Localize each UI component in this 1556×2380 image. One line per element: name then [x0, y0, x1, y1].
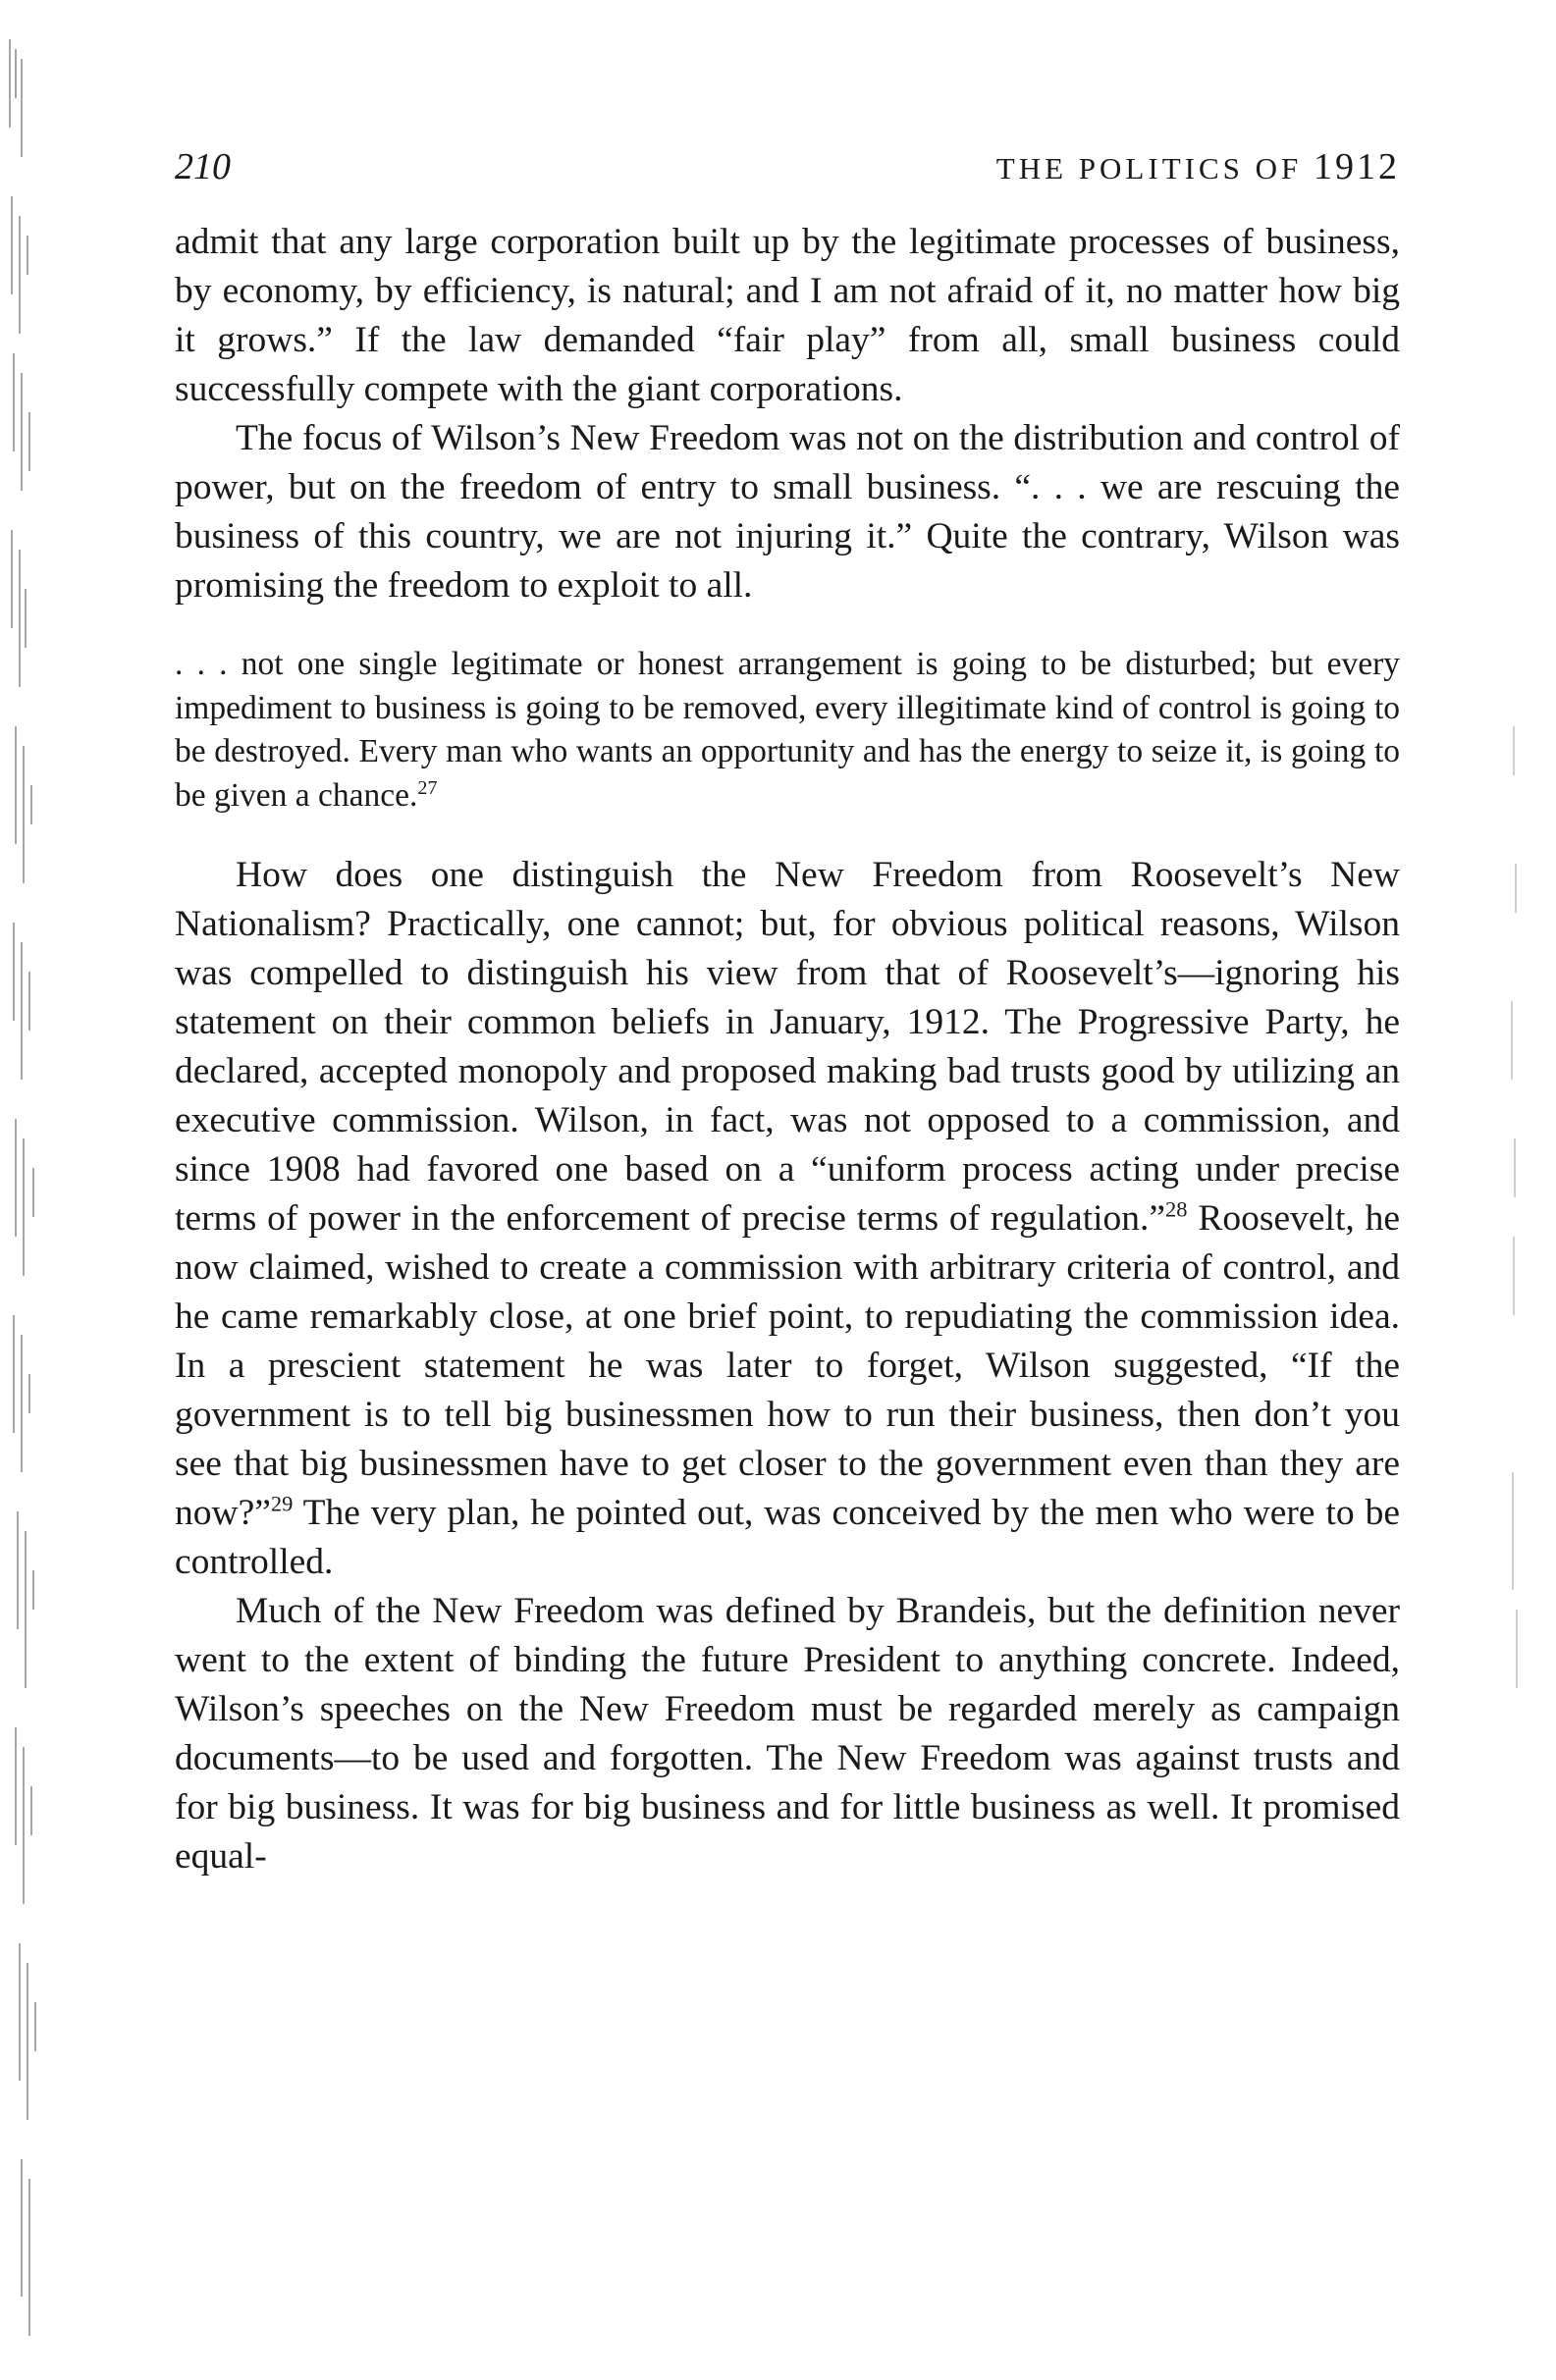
book-page — [175, 145, 1400, 1881]
body-text — [175, 218, 1400, 1881]
paragraph-4: Much of the New Freedom was defined by Brandeis, but the definition never went to the extent of binding the future President to anything concrete. Indeed, Wilson’s speeches on the New Freedom must be regarded merely as campaign documents—to be used and forgotten. The New Freedom was against trusts and for big business. It was for big business and for little business as well. It promised equal- — [175, 1591, 1400, 1877]
scan-right-marks — [1502, 726, 1531, 1708]
paragraph-2: The focus of Wilson’s New Freedom was not on the distribution and control of power, but on the freedom of entry to small business. “. . . we are rescuing the business of this country, we are not injuring it.” Quite the contrary, Wilson was promising the freedom to exploit to all. — [175, 418, 1400, 606]
running-title — [996, 145, 1400, 188]
running-title-text: THE POLITICS OF — [995, 151, 1303, 185]
paragraph-3-part-a: How does one distinguish the New Freedom from Roosevelt’s New Nationalism? Practically, one cannot; but, for obvious political reasons, Wilson was compelled to distinguish his view from that of Roosevelt’s—ignoring his statement on their common beliefs in January, 1912. The Progressive Party, he declared, accepted monopoly and proposed making bad trusts good by utilizing an executive commission. Wilson, in fact, was not opposed to a commission, and since 1908 had favored one based on a “uniform process acting under precise terms of power in the enforcement of precise terms of regulation.” — [175, 855, 1400, 1239]
running-head — [175, 145, 1400, 204]
footnote-ref-29: 29 — [270, 1491, 294, 1516]
running-title-year: 1912 — [1314, 146, 1400, 187]
page-number: 210 — [175, 146, 231, 187]
footnote-ref-28: 28 — [1165, 1196, 1188, 1222]
block-quote — [175, 643, 1400, 818]
paragraph-3-part-b: Roosevelt, he now claimed, wished to create a commission with arbitrary criteria of control, and he came remarkably close, at one brief point, to repudiating the commission idea. In a prescient statement he was later to forget, Wilson suggested, “If the government is to tell big businessmen how to run their business, then don’t you see that big businessmen have to get closer to the government even than they are now?” — [175, 1198, 1400, 1533]
paragraph-3-part-c: The very plan, he pointed out, was conceived by the men who were to be controlled. — [175, 1493, 1400, 1582]
paragraph-1: admit that any large corporation built up by the legitimate processes of business, by economy, by efficiency, is natural; and I am not afraid of it, no matter how big it grows.” If the law demanded “fair play” from all, small business could successfully compete with the giant corporations. — [175, 222, 1400, 409]
scan-edge-marks — [0, 39, 59, 2355]
footnote-ref-27: 27 — [417, 776, 438, 799]
block-quote-text: . . . not one single legitimate or honest arrangement is going to be disturbed; but every impediment to business is going to be removed, every illegitimate kind of control is going to be destroyed. Every man who wants an opportunity and has the energy to seize it, is going to be given a chance. — [175, 646, 1400, 814]
paragraph-3 — [175, 851, 1400, 1587]
